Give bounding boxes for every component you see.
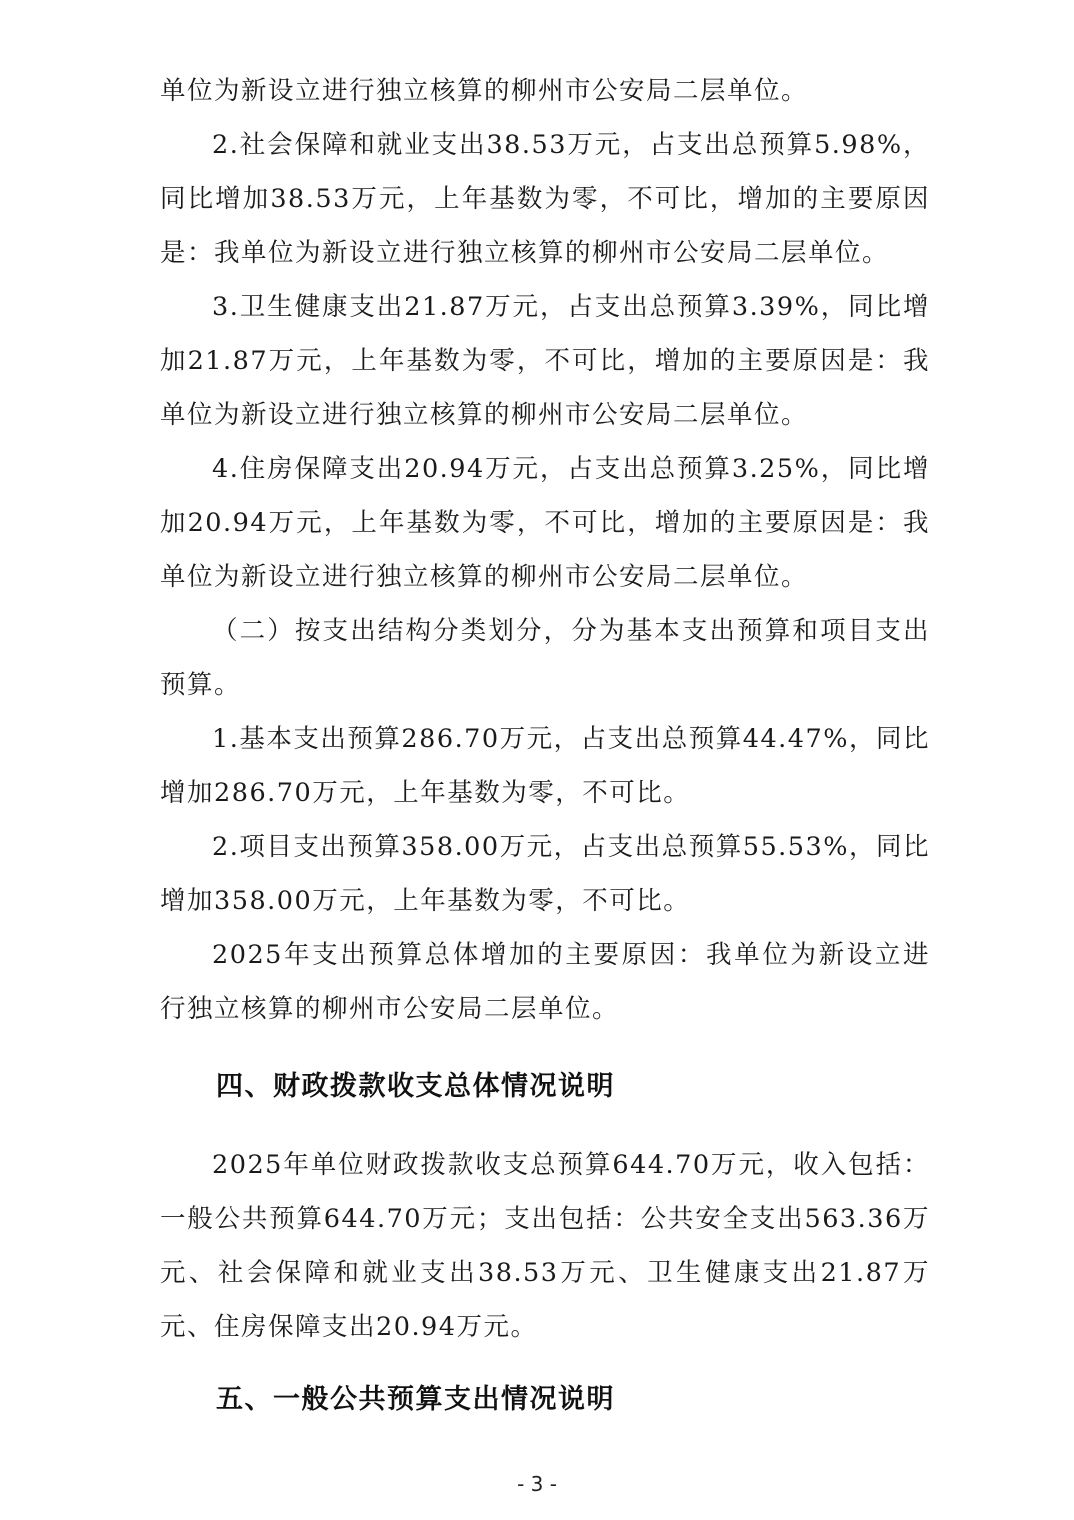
- paragraph-overall-increase: 2025年支出预算总体增加的主要原因：我单位为新设立进行独立核算的柳州市公安局二层单位。: [160, 940, 930, 1024]
- paragraph-fiscal-overview: 2025年单位财政拨款收支总预算644.70万元，收入包括：一般公共预算644.70万元；支出包括：公共安全支出563.36万元、社会保障和就业支出38.53万元、卫生健康支出21.87万元、住房保障支出20.94万元。: [160, 1150, 930, 1342]
- paragraph-continuation: 单位为新设立进行独立核算的柳州市公安局二层单位。: [160, 76, 809, 106]
- paragraph-housing: 4.住房保障支出20.94万元，占支出总预算3.25%，同比增加20.94万元，上年基数为零，不可比，增加的主要原因是：我单位为新设立进行独立核算的柳州市公安局二层单位。: [160, 454, 930, 592]
- paragraph-basic-expenditure: 1.基本支出预算286.70万元，占支出总预算44.47%，同比增加286.70万元，上年基数为零，不可比。: [160, 724, 930, 808]
- section-heading-four: 四、财政拨款收支总体情况说明: [216, 1071, 615, 1102]
- paragraph-project-expenditure: 2.项目支出预算358.00万元，占支出总预算55.53%，同比增加358.00万元，上年基数为零，不可比。: [160, 832, 930, 916]
- paragraph-health: 3.卫生健康支出21.87万元，占支出总预算3.39%，同比增加21.87万元，上年基数为零，不可比，增加的主要原因是：我单位为新设立进行独立核算的柳州市公安局二层单位。: [160, 292, 930, 430]
- page-number: - 3 -: [517, 1472, 557, 1496]
- paragraph-expenditure-structure: （二）按支出结构分类划分，分为基本支出预算和项目支出预算。: [160, 616, 930, 700]
- paragraph-social-security: 2.社会保障和就业支出38.53万元，占支出总预算5.98%，同比增加38.53万元，上年基数为零，不可比，增加的主要原因是：我单位为新设立进行独立核算的柳州市公安局二层单位。: [160, 130, 930, 268]
- section-heading-five: 五、一般公共预算支出情况说明: [216, 1384, 615, 1415]
